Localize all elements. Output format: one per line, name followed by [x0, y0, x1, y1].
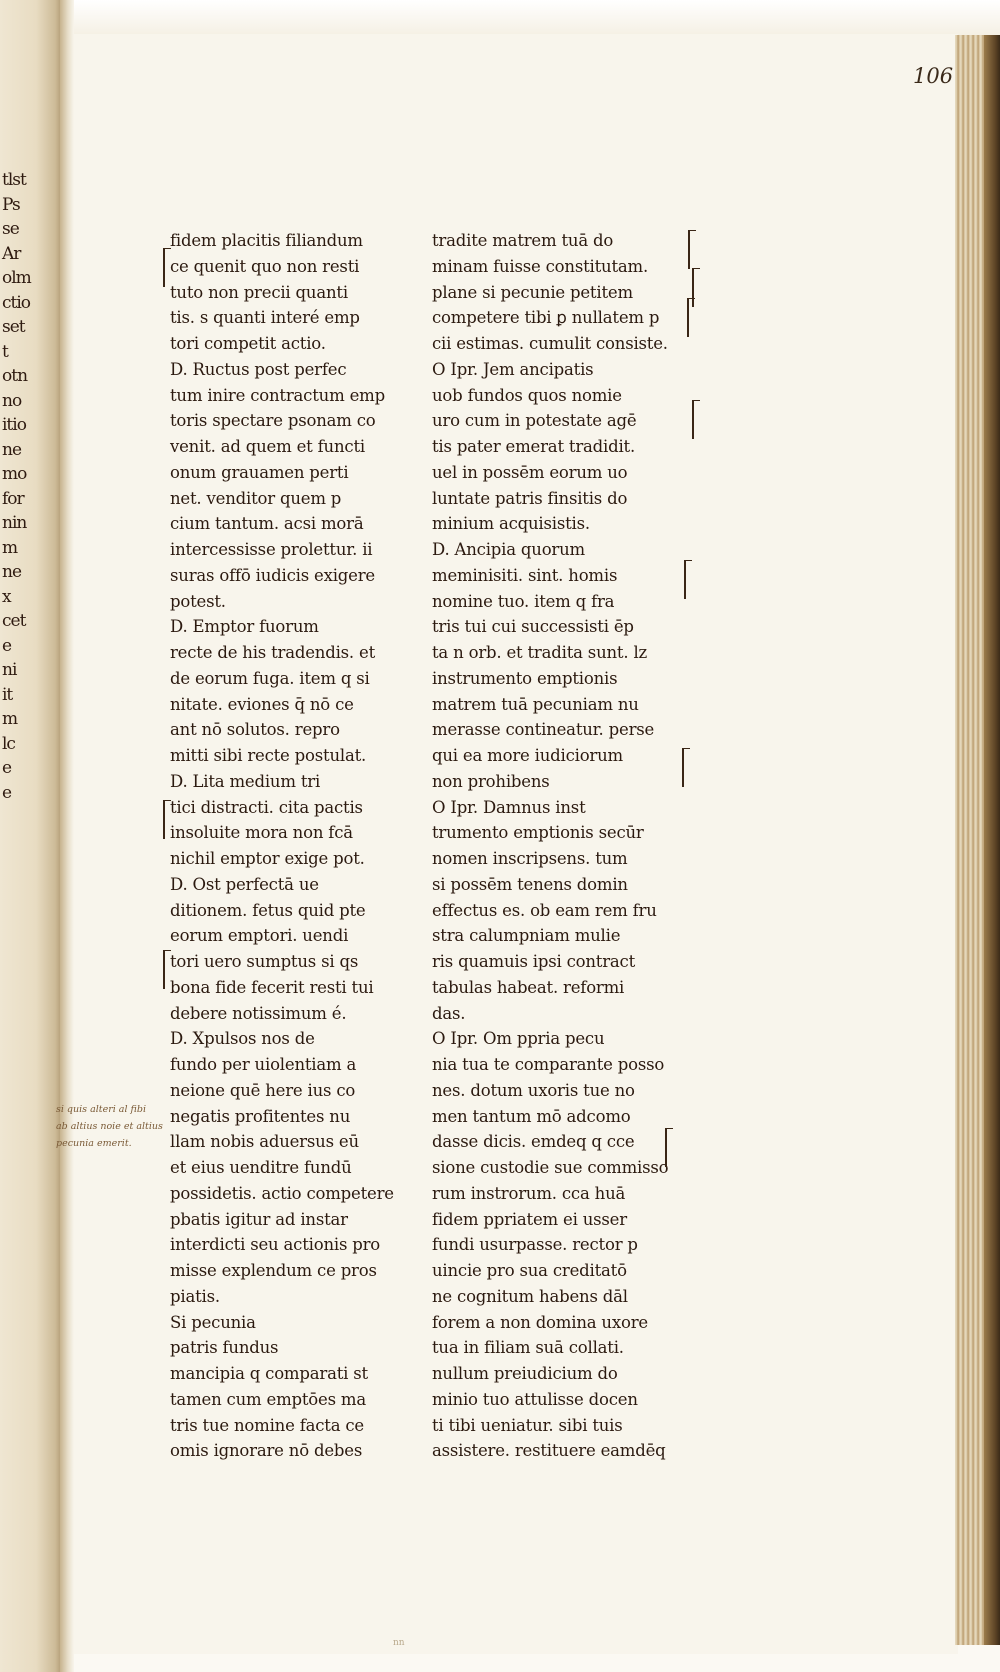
- text-line: matrem tuā pecuniam nu: [432, 694, 639, 714]
- text-line: tuto non precii quanti: [170, 282, 348, 302]
- text-line: uel in possēm eorum uo: [432, 462, 628, 482]
- text-line: merasse contineatur. perse: [432, 720, 655, 740]
- marginal-note-line: ab altius noie et altius: [56, 1121, 163, 1132]
- text-line: bona fide fecerit resti tui: [170, 977, 374, 997]
- text-line: negatis profitentes nu: [170, 1106, 351, 1126]
- text-line: O Ipr. Damnus inst: [432, 797, 586, 817]
- text-line: llam nobis aduersus eū: [170, 1132, 359, 1152]
- left-page-fragment: Ar: [2, 243, 21, 264]
- paragraph-marker: [687, 298, 695, 337]
- text-line: ti tibi ueniatur. sibi tuis: [432, 1415, 623, 1435]
- left-page-fragment: se: [2, 219, 19, 239]
- text-line: intercessisse prolettur. ii: [170, 540, 373, 559]
- left-page-fragment: it: [2, 684, 13, 705]
- left-page-fragment: ne: [2, 439, 22, 460]
- text-line: interdicti seu actionis pro: [170, 1235, 381, 1255]
- text-line: fundi usurpasse. rector p: [432, 1235, 638, 1255]
- text-line: qui ea more iudiciorum: [432, 746, 623, 765]
- text-line: rum instrorum. cca huā: [432, 1183, 626, 1203]
- text-line: tris tue nomine facta ce: [170, 1415, 364, 1435]
- left-page-fragment: itio: [2, 415, 26, 435]
- left-page-fragment: set: [2, 317, 25, 337]
- text-line: non prohibens: [432, 771, 550, 791]
- text-line: misse explendum ce pros: [170, 1261, 377, 1280]
- top-edge-shadow: [74, 0, 1000, 38]
- text-line: D. Ructus post perfec: [170, 359, 347, 379]
- left-page-fragment: ni: [2, 660, 17, 680]
- paragraph-marker: [692, 400, 700, 439]
- text-line: uro cum in potestate agē: [432, 411, 637, 431]
- text-line: tum inire contractum emp: [170, 385, 385, 405]
- text-line: cii estimas. cumulit consiste.: [432, 334, 668, 353]
- left-page-fragment: olm: [2, 268, 31, 288]
- binding-gutter: [60, 0, 74, 1672]
- text-column-right: [432, 228, 674, 1464]
- marginal-note-line: si quis alteri al fibi: [56, 1104, 146, 1115]
- text-line: ant nō solutos. repro: [170, 720, 340, 740]
- text-line: onum grauamen perti: [170, 462, 349, 482]
- left-page-fragment: tlst: [2, 170, 26, 190]
- paragraph-marker: [665, 1128, 673, 1167]
- text-line: dasse dicis. emdeq q cce: [432, 1132, 635, 1152]
- paragraph-marker: [163, 800, 171, 839]
- text-line: minium acquisistis.: [432, 514, 590, 534]
- text-line: suras offō iudicis exigere: [170, 565, 375, 585]
- text-line: D. Ost perfectā ue: [170, 874, 319, 894]
- text-line: potest.: [170, 591, 226, 611]
- text-line: O Ipr. Om ppria pecu: [432, 1029, 605, 1049]
- text-line: et eius uenditre fundū: [170, 1158, 352, 1177]
- left-page-fragment: ne: [2, 562, 22, 582]
- text-line: cium tantum. acsi morā: [170, 514, 364, 534]
- text-line: patris fundus: [170, 1338, 279, 1358]
- text-line: recte de his tradendis. et: [170, 643, 376, 662]
- text-line: fundo per uiolentiam a: [170, 1055, 357, 1074]
- left-page-fragment: cet: [2, 611, 26, 631]
- text-line: stra calumpniam mulie: [432, 926, 621, 946]
- text-line: forem a non domina uxore: [432, 1312, 648, 1332]
- text-line: ne cognitum habens dāl: [432, 1286, 628, 1306]
- left-page-fragment: mo: [2, 464, 27, 484]
- text-line: uob fundos quos nomie: [432, 385, 622, 405]
- text-line: nia tua te comparante posso: [432, 1055, 665, 1074]
- text-line: neione quē here ius co: [170, 1080, 356, 1100]
- bottom-mark: nn: [393, 1638, 405, 1648]
- text-line: nomen inscripsens. tum: [432, 849, 628, 868]
- text-line: tis. s quanti interé emp: [170, 308, 360, 328]
- text-line: D. Lita medium tri: [170, 771, 321, 791]
- marginal-note: [56, 1101, 163, 1152]
- text-line: pbatis igitur ad instar: [170, 1209, 348, 1229]
- text-line: nullum preiudicium do: [432, 1364, 618, 1383]
- left-page-fragment: e: [2, 782, 12, 803]
- text-line: toris spectare psonam co: [170, 411, 376, 431]
- left-page-fragment: t: [2, 341, 8, 362]
- text-line: ce quenit quo non resti: [170, 256, 360, 276]
- text-line: ditionem. fetus quid pte: [170, 900, 366, 920]
- left-page-fragment: for: [2, 488, 24, 509]
- text-line: eorum emptori. uendi: [170, 926, 349, 946]
- left-page-fragment: nin: [2, 513, 27, 533]
- left-page-fragment: m: [2, 537, 18, 558]
- text-line: nichil emptor exige pot.: [170, 849, 365, 868]
- text-line: debere notissimum é.: [170, 1003, 347, 1023]
- text-line: tradite matrem tuā do: [432, 231, 614, 250]
- text-column-left: [170, 228, 410, 1464]
- text-line: D. Xpulsos nos de: [170, 1029, 315, 1049]
- text-line: tua in filiam suā collati.: [432, 1338, 624, 1358]
- paragraph-marker: [688, 230, 696, 269]
- left-page-fragment: no: [2, 390, 22, 411]
- left-page-fragment: ctio: [2, 292, 31, 313]
- text-line: nes. dotum uxoris tue no: [432, 1080, 635, 1100]
- left-page-fragment: m: [2, 709, 18, 729]
- text-line: net. venditor quem p: [170, 488, 342, 508]
- text-line: fidem ppriatem ei usser: [432, 1209, 627, 1229]
- text-line: tris tui cui successisti ēp: [432, 617, 634, 637]
- text-line: fidem placitis filiandum: [170, 231, 363, 250]
- text-line: omis ignorare nō debes: [170, 1441, 363, 1461]
- text-line: nitate. eviones q̄ nō ce: [170, 694, 354, 714]
- text-line: de eorum fuga. item q si: [170, 668, 370, 688]
- marginal-note-line: pecunia emerit.: [56, 1138, 132, 1149]
- text-line: plane si pecunie petitem: [432, 282, 633, 302]
- text-line: tis pater emerat tradidit.: [432, 437, 636, 456]
- text-line: uincie pro sua creditatō: [432, 1261, 627, 1280]
- text-line: tamen cum emptōes ma: [170, 1389, 367, 1409]
- text-line: mitti sibi recte postulat.: [170, 746, 367, 765]
- text-line: men tantum mō adcomo: [432, 1106, 631, 1126]
- text-line: tori uero sumptus si qs: [170, 952, 359, 971]
- folio-number: 106: [913, 64, 954, 88]
- left-page-fragment: otn: [2, 366, 28, 386]
- text-line: sione custodie sue commisso: [432, 1158, 669, 1177]
- text-line: luntate patris finsitis do: [432, 488, 628, 508]
- text-line: competere tibi ꝑ nullatem p: [432, 308, 660, 328]
- left-page-fragment: e: [2, 758, 12, 778]
- text-line: piatis.: [170, 1286, 220, 1306]
- text-line: O Ipr. Jem ancipatis: [432, 359, 594, 379]
- text-line: minam fuisse constitutam.: [432, 256, 649, 276]
- text-line: Si pecunia: [170, 1312, 256, 1332]
- left-page-fragment: x: [2, 586, 11, 607]
- paragraph-marker: [684, 560, 692, 599]
- paragraph-marker: [163, 248, 171, 287]
- text-line: das.: [432, 1003, 466, 1023]
- left-facing-page-edge: [0, 0, 61, 1672]
- text-line: instrumento emptionis: [432, 668, 618, 688]
- left-page-fragment: Ps: [2, 194, 20, 215]
- left-page-fragment: lc: [2, 733, 15, 754]
- text-line: mancipia q comparati st: [170, 1364, 368, 1383]
- paragraph-marker: [163, 950, 171, 989]
- text-line: tabulas habeat. reformi: [432, 977, 625, 997]
- page-edges: [955, 35, 1000, 1645]
- text-line: D. Ancipia quorum: [432, 540, 585, 559]
- text-line: tori competit actio.: [170, 334, 326, 353]
- text-line: trumento emptionis secūr: [432, 823, 644, 843]
- left-page-fragment: e: [2, 635, 12, 656]
- text-line: effectus es. ob eam rem fru: [432, 900, 657, 920]
- text-line: nomine tuo. item q fra: [432, 591, 615, 611]
- text-line: D. Emptor fuorum: [170, 617, 319, 637]
- text-line: possidetis. actio competere: [170, 1183, 394, 1203]
- text-line: ris quamuis ipsi contract: [432, 952, 636, 971]
- text-line: si possēm tenens domin: [432, 874, 628, 894]
- text-line: insoluite mora non fcā: [170, 823, 353, 843]
- text-line: ta n orb. et tradita sunt. lz: [432, 643, 648, 662]
- text-line: assistere. restituere eamdēq: [432, 1441, 666, 1461]
- paragraph-marker: [682, 748, 690, 787]
- text-line: meminisiti. sint. homis: [432, 565, 618, 585]
- text-line: minio tuo attulisse docen: [432, 1389, 638, 1409]
- text-line: venit. ad quem et functi: [170, 437, 365, 456]
- text-line: tici distracti. cita pactis: [170, 797, 363, 817]
